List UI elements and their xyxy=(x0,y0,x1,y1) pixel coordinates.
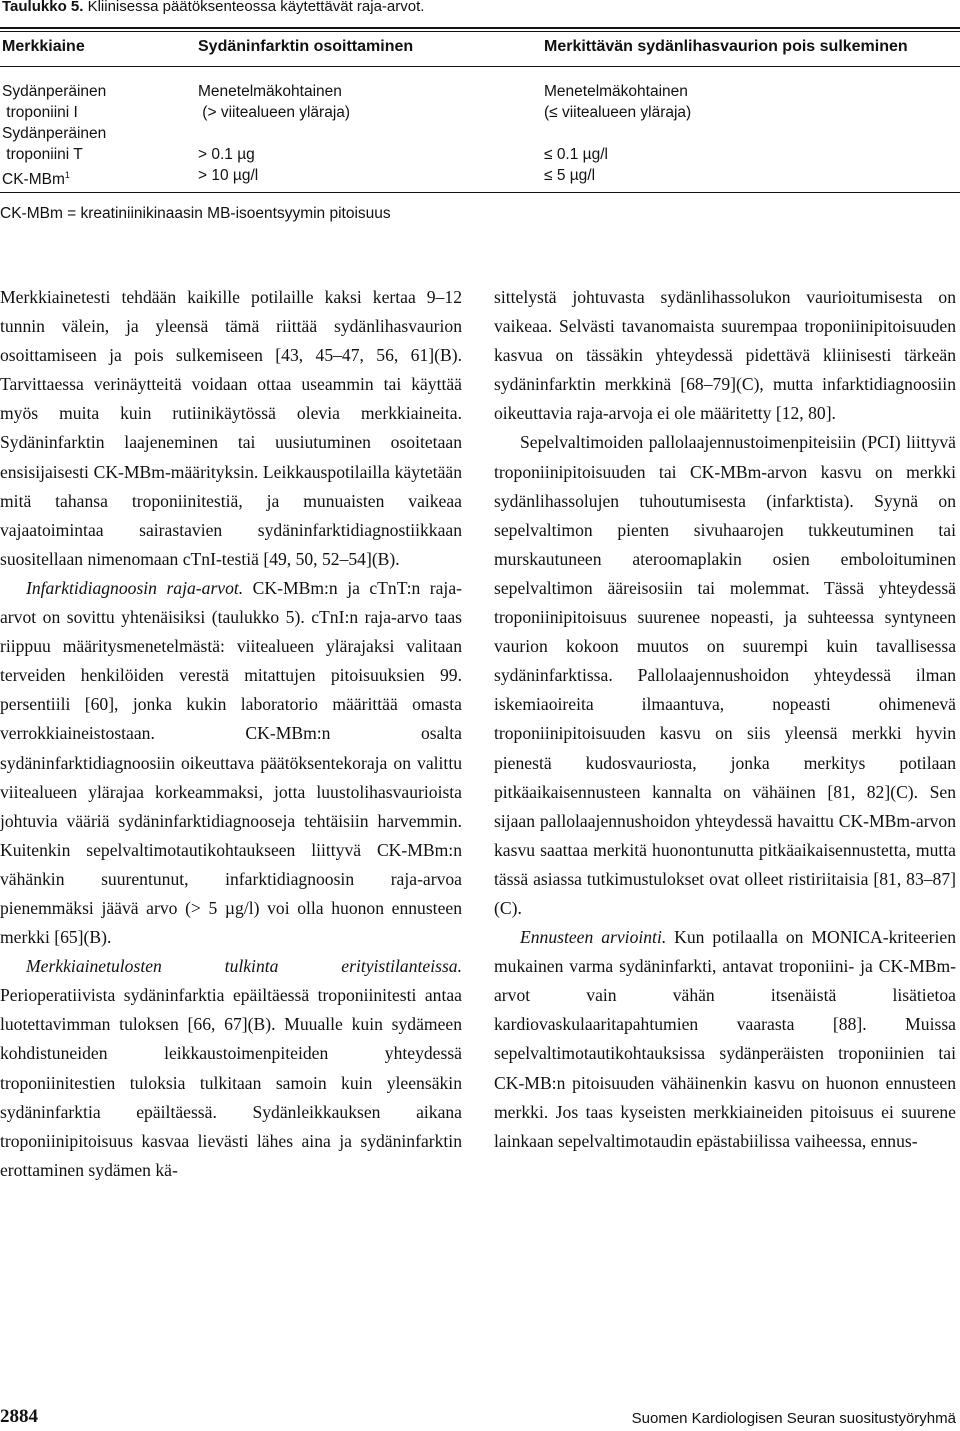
section-heading-prognosis: Ennusteen arviointi. xyxy=(520,927,667,948)
paragraph-cutoff-values-text: CK-MBm:n ja cTnT:n raja-arvot on sovittu yhtenäisiksi (taulukko 5). cTnI:n raja-arvo taas riippuu määritysmenetelmästä: viitealueen ylärajaksi valitaan terveiden henkilöiden verestä mitattujen pitoisuuksien 99. persentiili [60], jonka kukin laboratorio määrittää omasta verrokkiaineistostaan. CK-MBm:n osalta sydäninfarktidiagnoosiin oikeuttava päätöksentekoraja on valittu viitealueen ylärajaa korkeammaksi, jotta luustolihasvaurioista johtuvia vääriä sydäninfarktidiagnooseja tehtäisiin harvemmin. Kuitenkin sepelvaltimotautikohtaukseen liittyvä CK-MBm:n vähänkin suurentunut, infarktidiagnoosin raja-arvoa pienemmäksi jäävä arvo (> 5 µg/l) voi olla huonon ennusteen merkki [65](B). xyxy=(0,577,462,948)
paragraph-special-situations xyxy=(0,952,462,1185)
table-cell-show-ckmbm: > 10 µg/l xyxy=(198,167,259,184)
paragraph-cutoff-values xyxy=(0,574,462,952)
paragraph-pci: Sepelvaltimoiden pallolaajennustoimenpiteisiin (PCI) liittyvä troponiinipitoisuuden tai CK-MBm-arvon kasvu on merkki sydänlihassolujen tuhoutumisesta (infarktista). Syynä on sepelvaltimon pienten sivuhaarojen tukkeutuminen tai murskautuneen ateroomaplakin osien emboloituminen sepelvaltimon ääreisosiin tai molemmat. Tässä yhteydessä troponiinipitoisuus suurenee nopeasti, ja suhteessa syntyneen vaurion kokoon muutos on suurempi kuin tavallisessa sydäninfarktissa. Pallolaajennushoidon yhteydessä ilman iskemiaoireita ilmaantuva, nopeasti ohimenevä troponiinipitoisuuden kasvu on siis yleensä merkki hyvin pienestä kudosvauriosta, jonka merkitys potilaan pitkäaikaisennusteen kannalta on vähäinen [81, 82](C). Sen sijaan pallolaajennushoidon yhteydessä havaittu CK-MBm-arvon kasvu saattaa merkitä huonontunutta pitkäaikaisennustetta, mutta tässä asiassa tutkimustulokset ovat olleet ristiriitaisia [81, 83–87](C). xyxy=(494,432,956,918)
table-caption-label: Taulukko 5. xyxy=(2,0,84,15)
table-caption-text: Kliinisessa päätöksenteossa käytettävät raja-arvot. xyxy=(83,0,425,15)
table-header-marker: Merkkiaine xyxy=(2,38,85,55)
table-cell-exclude-troponin: Menetelmäkohtainen (≤ viitealueen yläraja) ≤ 0.1 µg/l xyxy=(544,83,692,163)
footer-source: Suomen Kardiologisen Seuran suositustyöryhmä xyxy=(631,1410,956,1427)
table-cell-marker-ckmbm-footnote-ref: 1 xyxy=(64,170,70,180)
paragraph-marker-testing: Merkkiainetesti tehdään kaikille potilaille kaksi kertaa 9–12 tunnin välein, ja yleensä tämä riittää sydänlihasvaurion osoittamiseen ja pois sulkemiseen [43, 45–47, 56, 61](B). Tarvittaessa verinäytteitä voidaan ottaa useammin tai käyttää myös muita kuin rutiinikäytössä olevia merkkiaineita. Sydäninfarktin laajeneminen tai uusiutuminen osoitetaan ensisijaisesti CK-MBm-määrityksin. Leikkauspotilailla käytetään mitä tahansa troponiinitestiä, ja munuaisten vaikeaa vajaatoimintaa sairastavien sydäninfarktidiagnostiikkaan suositellaan nimenomaan cTnI-testiä [49, 50, 52–54](B). xyxy=(0,287,462,569)
table-footnote: CK-MBm = kreatiniinikinaasin MB-isoentsyymin pitoisuus xyxy=(0,205,391,222)
paragraph-special-situations-text: Perioperatiivista sydäninfarktia epäiltäessä troponiinitesti antaa luotettavimman tuloksen [66, 67](B). Muualle kuin sydämeen kohdistuneiden leikkaustoimenpiteiden yhteydessä troponiinitestien tuloksia tulkitaan samoin kuin yleensäkin sydäninfarktia epäiltäessä. Sydänleikkauksen aikana troponiinipitoisuus kasvaa lievästi lähes aina ja sydäninfarktin erottaminen sydämen kä- xyxy=(0,985,462,1180)
table-cell-marker-ckmbm-text: CK-MBm xyxy=(2,171,65,189)
table-header-rule xyxy=(0,66,960,67)
paragraph-prognosis xyxy=(494,923,956,1156)
table-top-rule xyxy=(0,27,960,29)
table-cell-show-troponin: Menetelmäkohtainen (> viitealueen yläraja) > 0.1 µg xyxy=(198,83,351,163)
table-header-exclude: Merkittävän sydänlihasvaurion pois sulkeminen xyxy=(544,38,908,55)
section-heading-cutoff-values: Infarktidiagnoosin raja-arvot. xyxy=(26,577,244,598)
table-bottom-rule xyxy=(0,192,960,193)
section-heading-special-situations: Merkkiainetulosten tulkinta erityistilanteissa. xyxy=(26,956,462,977)
table-top-rule-thin xyxy=(0,31,960,32)
table-cell-exclude-ckmbm: ≤ 5 µg/l xyxy=(544,167,596,184)
body-column-left xyxy=(0,283,462,1185)
table-cell-marker-ckmbm xyxy=(2,165,70,190)
table-cell-marker-troponin: Sydänperäinen troponiini I Sydänperäinen troponiini T xyxy=(2,83,107,163)
paragraph-continuation: sittelystä johtuvasta sydänlihassolukon vaurioitumisesta on vaikeaa. Selvästi tavanomaista suurempaa troponiinipitoisuuden kasvua on tässäkin yhteydessä pidettävä kliinisesti tärkeän sydäninfarktin merkkinä [68–79](C), mutta infarktidiagnoosiin oikeuttavia raja-arvoja ei ole määritetty [12, 80]. xyxy=(494,287,956,424)
body-column-right xyxy=(494,283,956,1156)
paragraph-prognosis-text: Kun potilaalla on MONICA-kriteerien mukainen varma sydäninfarkti, antavat troponiini- ja CK-MBm-arvot vain vähän itsenäistä lisätietoa kardiovaskulaaritapahtumien vaarasta [88]. Muissa sepelvaltimotautikohtauksissa sydänperäisten troponiinien tai CK-MB:n pitoisuuden vähäinenkin kasvu on huonon ennusteen merkki. Jos taas kyseisten merkkiaineiden pitoisuus ei suurene lainkaan sepelvaltimotaudin epästabiilissa vaiheessa, ennus- xyxy=(494,927,956,1151)
table-header-show: Sydäninfarktin osoittaminen xyxy=(198,38,414,55)
page-number: 2884 xyxy=(0,1406,38,1427)
table-caption xyxy=(2,0,424,15)
